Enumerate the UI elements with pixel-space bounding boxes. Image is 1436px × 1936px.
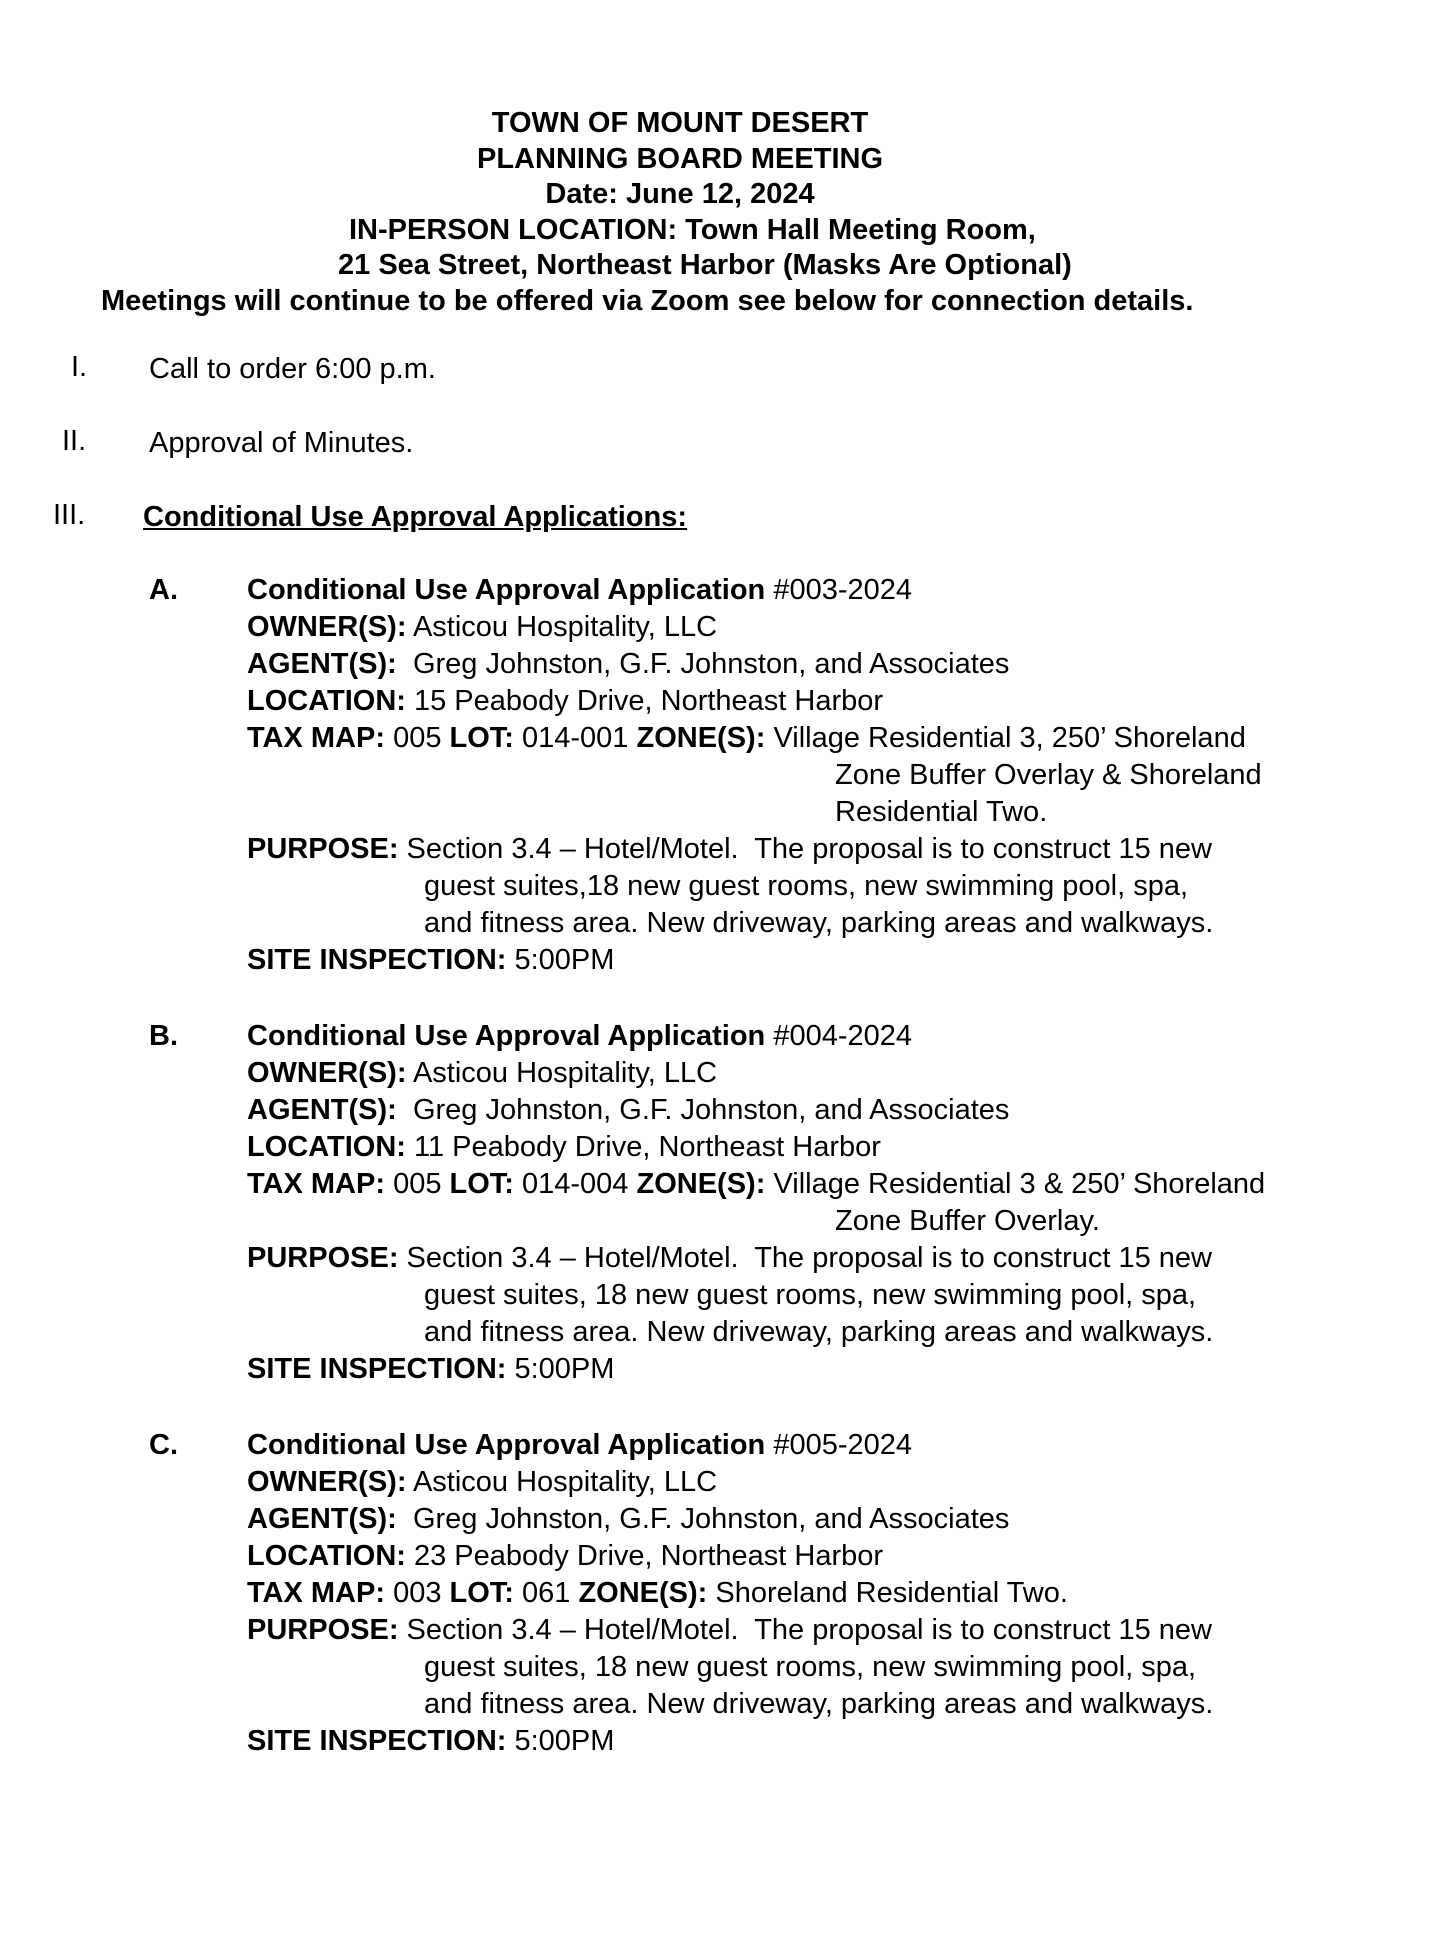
lot-label: LOT: bbox=[449, 1168, 514, 1200]
zone-value: Village Residential 3, 250’ Shoreland bbox=[773, 722, 1246, 754]
owner-label: OWNER(S): bbox=[247, 1466, 407, 1498]
owner-label: OWNER(S): bbox=[247, 1057, 407, 1089]
tax-map-label: TAX MAP: bbox=[247, 722, 386, 754]
tax-map-value: 003 bbox=[385, 1577, 450, 1609]
agenda-numeral: II. bbox=[62, 425, 87, 457]
location-label: LOCATION: bbox=[247, 1540, 406, 1572]
app-label: Conditional Use Approval Application bbox=[247, 1429, 766, 1461]
section-title-conditional-use: Conditional Use Approval Applications: bbox=[143, 501, 688, 533]
agenda-item-call-to-order: Call to order 6:00 p.m. bbox=[149, 353, 436, 385]
zone-value: Village Residential 3 & 250’ Shoreland bbox=[773, 1168, 1266, 1200]
header-date: Date: June 12, 2024 bbox=[545, 178, 815, 210]
zone-label: ZONE(S): bbox=[636, 1168, 766, 1200]
site-value: 5:00PM bbox=[506, 944, 615, 976]
agent-label: AGENT(S): bbox=[247, 1503, 397, 1535]
purpose-value: Section 3.4 – Hotel/Motel. The proposal is to construct 15 new bbox=[398, 833, 1212, 865]
purpose-value: Section 3.4 – Hotel/Motel. The proposal is to construct 15 new bbox=[398, 1614, 1212, 1646]
zone-label: ZONE(S): bbox=[578, 1577, 708, 1609]
location-label: LOCATION: bbox=[247, 1131, 406, 1163]
application-letter: A. bbox=[149, 574, 178, 606]
site-label: SITE INSPECTION: bbox=[247, 1353, 507, 1385]
application-letter: B. bbox=[149, 1020, 178, 1052]
lot-value: 014-004 bbox=[513, 1168, 637, 1200]
location-value: 23 Peabody Drive, Northeast Harbor bbox=[405, 1540, 884, 1572]
owner-value: Asticou Hospitality, LLC bbox=[406, 1057, 718, 1089]
site-value: 5:00PM bbox=[506, 1725, 615, 1757]
agenda-item-minutes: Approval of Minutes. bbox=[149, 427, 414, 459]
zone-value-cont: Zone Buffer Overlay & Shoreland bbox=[835, 759, 1262, 791]
tax-map-label: TAX MAP: bbox=[247, 1168, 386, 1200]
header-board: PLANNING BOARD MEETING bbox=[477, 142, 883, 175]
agent-value: Greg Johnston, G.F. Johnston, and Associates bbox=[396, 1503, 1010, 1535]
purpose-label: PURPOSE: bbox=[247, 833, 399, 865]
lot-value: 014-001 bbox=[513, 722, 637, 754]
tax-map-label: TAX MAP: bbox=[247, 1577, 386, 1609]
site-label: SITE INSPECTION: bbox=[247, 1725, 507, 1757]
purpose-value-cont: and fitness area. New driveway, parking areas and walkways. bbox=[424, 907, 1214, 939]
location-value: 11 Peabody Drive, Northeast Harbor bbox=[405, 1131, 881, 1163]
header-address: 21 Sea Street, Northeast Harbor (Masks Are Optional) bbox=[338, 249, 1072, 281]
zone-value-cont: Zone Buffer Overlay. bbox=[835, 1205, 1100, 1237]
purpose-value-cont: and fitness area. New driveway, parking areas and walkways. bbox=[424, 1316, 1214, 1348]
application-number: #005-2024 bbox=[765, 1429, 913, 1461]
purpose-value-cont: guest suites,18 new guest rooms, new swimming pool, spa, bbox=[424, 870, 1189, 902]
agenda-numeral: III. bbox=[53, 499, 86, 531]
header-zoom-note: Meetings will continue to be offered via Zoom see below for connection details. bbox=[101, 284, 1194, 317]
header-location: IN-PERSON LOCATION: Town Hall Meeting Room, bbox=[349, 213, 1036, 246]
purpose-value-cont: guest suites, 18 new guest rooms, new swimming pool, spa, bbox=[424, 1279, 1197, 1311]
header-town: TOWN OF MOUNT DESERT bbox=[491, 107, 869, 139]
site-value: 5:00PM bbox=[506, 1353, 615, 1385]
agent-label: AGENT(S): bbox=[247, 648, 397, 680]
tax-map-value: 005 bbox=[385, 722, 450, 754]
purpose-label: PURPOSE: bbox=[247, 1614, 399, 1646]
tax-map-value: 005 bbox=[385, 1168, 450, 1200]
purpose-label: PURPOSE: bbox=[247, 1242, 399, 1274]
lot-label: LOT: bbox=[449, 722, 514, 754]
owner-value: Asticou Hospitality, LLC bbox=[406, 1466, 718, 1498]
zone-label: ZONE(S): bbox=[636, 722, 766, 754]
location-value: 15 Peabody Drive, Northeast Harbor bbox=[405, 685, 884, 717]
site-label: SITE INSPECTION: bbox=[247, 944, 507, 976]
purpose-value-cont: guest suites, 18 new guest rooms, new swimming pool, spa, bbox=[424, 1651, 1197, 1683]
app-label: Conditional Use Approval Application bbox=[247, 574, 766, 606]
zone-value-cont: Residential Two. bbox=[835, 796, 1048, 828]
app-label: Conditional Use Approval Application bbox=[247, 1020, 766, 1052]
application-letter: C. bbox=[149, 1429, 178, 1461]
meeting-header bbox=[0, 106, 1436, 319]
owner-label: OWNER(S): bbox=[247, 611, 407, 643]
agent-label: AGENT(S): bbox=[247, 1094, 397, 1126]
zone-value: Shoreland Residential Two. bbox=[715, 1577, 1068, 1609]
location-label: LOCATION: bbox=[247, 685, 406, 717]
lot-value: 061 bbox=[513, 1577, 579, 1609]
agent-value: Greg Johnston, G.F. Johnston, and Associates bbox=[396, 1094, 1010, 1126]
purpose-value: Section 3.4 – Hotel/Motel. The proposal is to construct 15 new bbox=[398, 1242, 1212, 1274]
application-number: #003-2024 bbox=[765, 574, 913, 606]
owner-value: Asticou Hospitality, LLC bbox=[406, 611, 718, 643]
purpose-value-cont: and fitness area. New driveway, parking areas and walkways. bbox=[424, 1688, 1214, 1720]
agent-value: Greg Johnston, G.F. Johnston, and Associates bbox=[396, 648, 1010, 680]
agenda-numeral: I. bbox=[71, 351, 88, 383]
lot-label: LOT: bbox=[449, 1577, 514, 1609]
application-number: #004-2024 bbox=[765, 1020, 913, 1052]
